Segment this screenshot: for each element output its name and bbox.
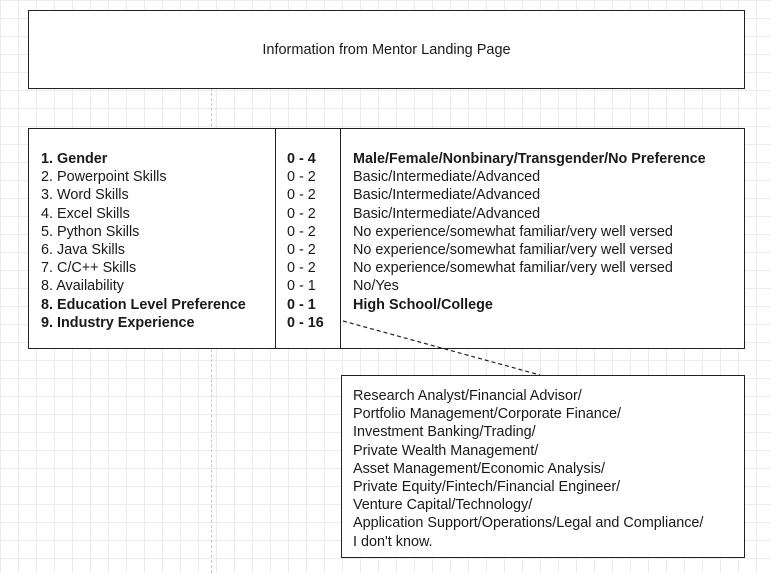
industry-options-box — [341, 375, 745, 558]
field-label: 5. Python Skills — [41, 223, 140, 240]
field-options: Male/Female/Nonbinary/Transgender/No Preference — [353, 151, 706, 167]
industry-option: Research Analyst/Financial Advisor/ — [353, 388, 582, 404]
industry-option: Venture Capital/Technology/ — [353, 497, 533, 514]
field-range: 0 - 2 — [287, 241, 316, 258]
field-label: 1. Gender — [41, 151, 108, 167]
industry-option: Investment Banking/Trading/ — [353, 424, 536, 441]
field-options: Basic/Intermediate/Advanced — [353, 187, 541, 204]
industry-option: Portfolio Management/Corporate Finance/ — [353, 406, 621, 423]
field-range: 0 - 4 — [287, 151, 316, 167]
field-range: 0 - 1 — [287, 278, 316, 295]
field-options: High School/College — [353, 296, 493, 313]
field-options: No experience/somewhat familiar/very well versed — [353, 223, 673, 240]
field-options: No experience/somewhat familiar/very well versed — [353, 260, 673, 277]
fields-list — [41, 150, 246, 332]
ranges-list — [287, 150, 324, 332]
field-options: No experience/somewhat familiar/very well versed — [353, 241, 673, 258]
ranges-column — [275, 128, 342, 349]
field-label: 2. Powerpoint Skills — [41, 169, 167, 186]
options-column — [340, 128, 745, 349]
industry-option: Private Wealth Management/ — [353, 442, 539, 459]
field-label: 3. Word Skills — [41, 187, 129, 204]
field-range: 0 - 1 — [287, 296, 316, 313]
field-label: 8. Availability — [41, 278, 124, 295]
industry-option: Private Equity/Fintech/Financial Engineer/ — [353, 478, 621, 495]
field-range: 0 - 2 — [287, 223, 316, 240]
field-range: 0 - 2 — [287, 260, 316, 277]
field-label: 9. Industry Experience — [41, 314, 195, 331]
options-list — [353, 150, 706, 332]
field-range: 0 - 2 — [287, 169, 316, 186]
field-label: 8. Education Level Preference — [41, 296, 246, 313]
field-range: 0 - 16 — [287, 314, 324, 331]
industry-option: I don't know. — [353, 533, 433, 550]
field-options: Basic/Intermediate/Advanced — [353, 205, 541, 222]
field-options — [353, 314, 706, 332]
industry-option: Asset Management/Economic Analysis/ — [353, 460, 605, 477]
field-options: Basic/Intermediate/Advanced — [353, 169, 541, 186]
field-label: 6. Java Skills — [41, 241, 125, 258]
field-range: 0 - 2 — [287, 205, 316, 222]
industry-option: Application Support/Operations/Legal and Compliance/ — [353, 515, 704, 532]
title-text: Information from Mentor Landing Page — [262, 41, 511, 58]
fields-column — [28, 128, 277, 349]
field-label: 4. Excel Skills — [41, 205, 130, 222]
title-box — [28, 10, 745, 89]
field-label: 7. C/C++ Skills — [41, 260, 137, 277]
industry-options-list — [353, 387, 703, 551]
field-range: 0 - 2 — [287, 187, 316, 204]
field-options: No/Yes — [353, 278, 399, 295]
